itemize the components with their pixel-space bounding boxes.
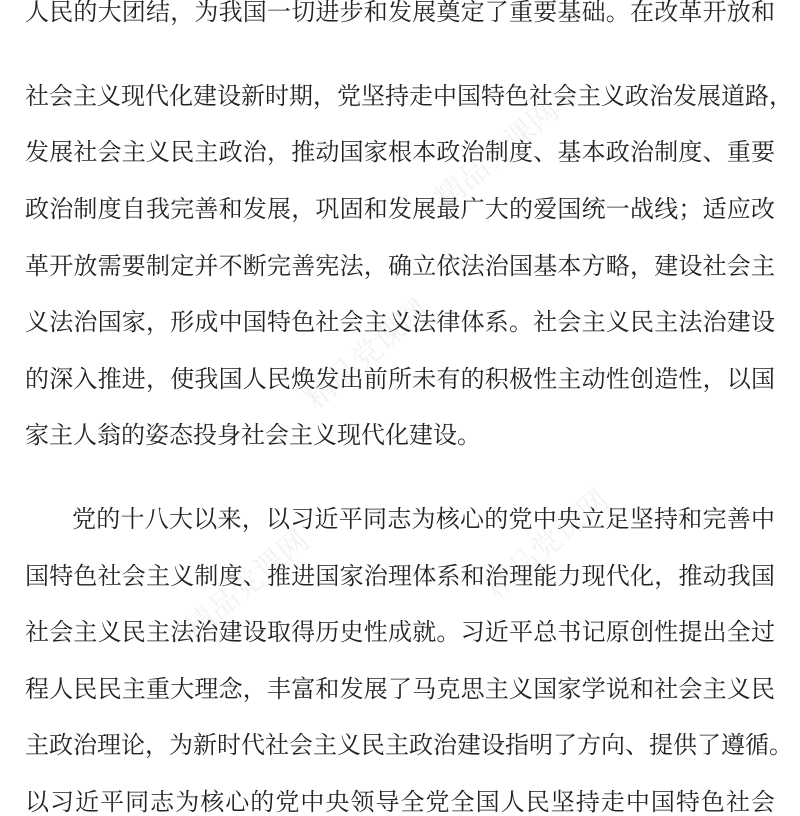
watermark-text: 精品党课网 — [428, 93, 566, 217]
text-line: 的深入推进，使我国人民焕发出前所未有的积极性主动性创造性，以国 — [25, 365, 775, 393]
watermark-text: 精品党课网 — [178, 523, 316, 647]
text-line: 家主人翁的姿态投身社会主义现代化建设。 — [25, 421, 481, 449]
watermark-text: 精品党课网 — [478, 483, 616, 607]
text-line: 社会主义民主法治建设取得历史性成就。习近平总书记原创性提出全过 — [25, 618, 775, 646]
watermark-text: 精品党课网 — [298, 293, 436, 417]
text-line: 革开放需要制定并不断完善宪法，确立依法治国基本方略，建设社会主 — [25, 252, 775, 280]
text-line: 主政治理论，为新时代社会主义民主政治建设指明了方向、提供了遵循。 — [25, 731, 793, 759]
text-line: 以习近平同志为核心的党中央领导全党全国人民坚持走中国特色社会 — [25, 788, 775, 816]
text-line: 国特色社会主义制度、推进国家治理体系和治理能力现代化，推动我国 — [25, 562, 775, 590]
text-line: 党的十八大以来，以习近平同志为核心的党中央立足坚持和完善中 — [72, 505, 775, 533]
text-line: 程人民民主重大理念，丰富和发展了马克思主义国家学说和社会主义民 — [25, 675, 775, 703]
text-line: 政治制度自我完善和发展，巩固和发展最广大的爱国统一战线；适应改 — [25, 195, 775, 223]
text-line: 发展社会主义民主政治，推动国家根本政治制度、基本政治制度、重要 — [25, 138, 775, 166]
text-line: 义法治国家，形成中国特色社会主义法律体系。社会主义民主法治建设 — [25, 308, 775, 336]
text-line: 人民的大团结，为我国一切进步和发展奠定了重要基础。在改革开放和 — [25, 0, 775, 26]
text-line: 社会主义现代化建设新时期，党坚持走中国特色社会主义政治发展道路， — [25, 82, 793, 110]
